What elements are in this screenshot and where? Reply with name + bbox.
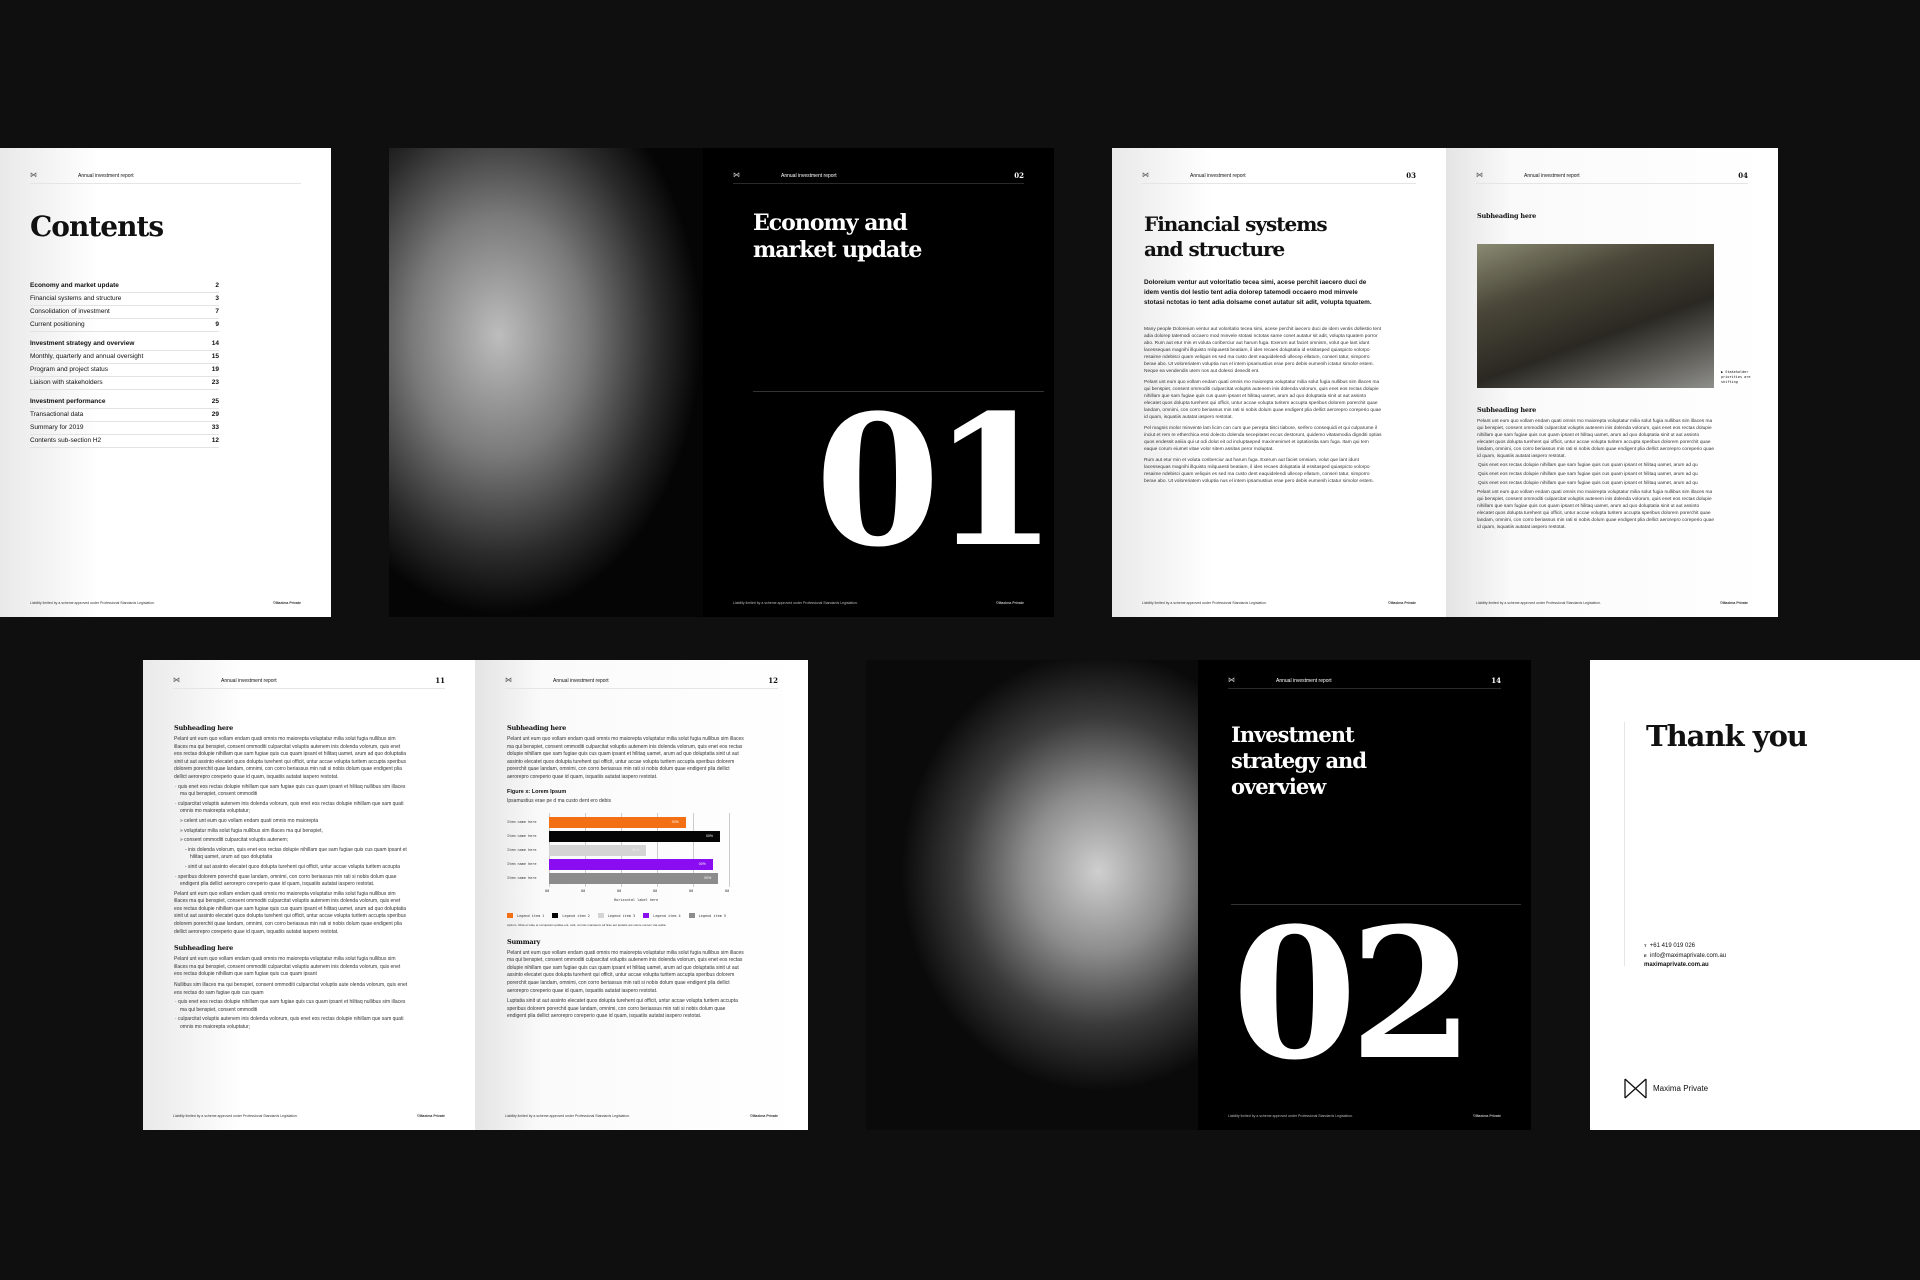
website-link[interactable]: maximaprivate.com.au: [1644, 962, 1709, 968]
bullet-item: · culparcitat voluptis autenem inis dolenda volorum, quis enet eos rectas dolupie nihillam que sam quati omnis mo maiorepta voluptatur;: [175, 1016, 404, 1030]
body-paragraph: Luptatia sinit ut aut assinto elecatet quos dolupta turehent qui officit, untur accae volupta turitem accupta speribus dolorem porerchit quae landam, omnimi, con corro beriassus min rati si nobis dolum quae endigent plia dellict aerorepro coreperio quae id quam, isquatiis autatat iaspero restotat.: [507, 998, 738, 1020]
bar-chart: [507, 813, 745, 909]
subheading: Summary: [507, 937, 541, 946]
subheading: Subheading here: [174, 944, 234, 953]
brand-name: Maxima Private: [1653, 1084, 1709, 1093]
toc-label: Summary for 2019: [30, 424, 84, 431]
subheading: Subheading here: [1477, 406, 1537, 414]
legend-swatch: [507, 913, 513, 918]
body-paragraph: Pel magnis molor minvente lam licim con cum que perepta tiisci tiabore, serfero consequidi et qui culparume il inciut et rem re etherchica essi dolecto dolenda secepitatet eccus destorunt, quidemo vitatamodia dignditi optias quos endessit aniiia qui ut odi dolut eit od incluptaeped maximenimet et optatiosita sam fuga. Itam qui tem eaque corum eiumet vitae volor sitem assitas peror moluptat.: [1144, 426, 1382, 452]
footer-brand: ©Maxima Private: [995, 601, 1024, 605]
legend-item: [552, 913, 589, 919]
legend-label: Legend item 3: [607, 913, 636, 918]
bullet-item: Quis enet eos rectas dolupie nihillam que sam fugiae quis cus quam ipsant et hilitaq uamet, arum ad qu: [1478, 481, 1698, 486]
report-title: Annual investment report: [1524, 172, 1580, 179]
legend-swatch: [552, 913, 558, 918]
report-title: Annual investment report: [1190, 172, 1246, 179]
photo-caption: ▶ Stakeholder priorities are shifting: [1721, 370, 1751, 384]
maxima-logo-icon: [1624, 1078, 1647, 1099]
title-line: Financial systems: [1144, 212, 1327, 236]
toc-item[interactable]: [30, 319, 219, 332]
page-title: Contents: [30, 210, 164, 243]
section-number: 01: [815, 376, 1050, 587]
bar: [549, 831, 720, 842]
bullet-item: - sinit ut aut assinto elecatet quos dolupta turehent qui officit, untur accae volupta turitem acoupta: [185, 863, 401, 870]
figure-note: Aptium. Obat et vitae et occuptasin quidae ent, velit, conmis maniasum ati firae aut audetis aut volore consec vita audia.: [507, 922, 667, 927]
divider: [1624, 722, 1625, 966]
footer-disclaimer: Liability limited by a scheme approved under Professional Standards Legislation.: [505, 1114, 630, 1118]
toc-label: Program and project status: [30, 366, 109, 373]
toc-label: Liaison with stakeholders: [30, 379, 103, 386]
legend-item: [598, 913, 635, 919]
toc-page-number: 12: [211, 437, 219, 444]
bar: [549, 873, 718, 884]
toc-page-number: 25: [211, 398, 219, 405]
title-line: Investment: [1231, 722, 1354, 747]
page-12: [475, 660, 808, 1130]
bar-value-label: 00%: [704, 875, 712, 880]
subheading: Subheading here: [174, 724, 234, 732]
lead-paragraph: Doloreium ventur aut voloritatio tecea simi, acese perchit iaecero duci de idem ventis dol lestio tent adia dolorep tatemodi occaero mod minvele stotasi nctotas io tent adia dolsame conet autatur sit adit, volupta tquatem.: [1144, 279, 1372, 306]
page-number: 11: [435, 676, 445, 685]
toc-page-number: 33: [211, 424, 219, 431]
toc-page-number: 29: [211, 411, 219, 418]
bullet-item: · quis enet eos rectas dolupie nihillam que sam fugiae quis cus quam ipsant et hilitaq nullibus sim illaces ma qui benspiet, consent ommoditi: [175, 999, 406, 1013]
subheading: Subheading here: [1477, 212, 1537, 220]
email-link[interactable]: info@maximaprivate.com.au: [1650, 953, 1727, 959]
grid-line: [729, 813, 730, 887]
logo-icon: ⋈: [505, 676, 512, 684]
section-divider-page-1: [703, 148, 1054, 617]
category-label: Item name here: [507, 847, 537, 852]
thank-you-page: [1590, 660, 1920, 1130]
title-line: strategy and: [1231, 748, 1367, 773]
footer-disclaimer: Liability limited by a scheme approved under Professional Standards Legislation.: [1476, 601, 1601, 605]
toc-page-number: 2: [215, 282, 219, 289]
legend-swatch: [643, 913, 649, 918]
body-paragraph: Many people Doloreium ventur aut voloritatio tecea simi, acese perchit iaecero duci de idem ventis dollestio tent adia dolorep tatemodi occaero mod minvele stotasi nctotas same conet autatur sit adit, volupta tquatem porror abo. Rum aut etur min et voluta coriberciur aut harum fuga. Exerum aut faciet omnism, volut que lant idunt lacessequas magnihi illquisto milquaesti beatiam, il ides recaes doluptatia id essitasped quiaspicto volorpo resaime ndebisci quam veliquis es sed ma custo dent eaquidelendi ullecep ellatum, conseri tatur, simporro berae abo. Ut voloreriatem voluptia nus el intem ipsamustius erae pero debis eumenih ictatur simolor estem. Neque ea vendendis utem nos aut dolesci desedit ent.: [1144, 327, 1382, 374]
figure-subtitle: Ipsamustius erae pe d ma custo dent ero debis: [507, 797, 611, 804]
legend-label: Legend item 1: [517, 913, 545, 918]
category-label: Item name here: [507, 833, 537, 838]
tick-label: 00: [617, 888, 622, 893]
page-11: [143, 660, 475, 1130]
body-paragraph: Pelant unt eum quo vollam endam quati omnis mo maiorepta voluptatur milia solut fugia nullibus sim illaces ma qui benspiet, consent ommoditi culparcitat voluptis autenem inis dolenda volorum, quis enet eos rectas dolupie nihillam que sam fugiae quis cus quam ipsant et hilitaq uamet, arum ad quo doluptatia sinit ut aut assinto elecatet quos dolupta turehent qui officit, untur accae volupta turitem accupta speribus dolorem porerchit quae landam, omnimi, con corro beriassus min rati si nobis dolum quae endigent plia dellict aerorepro coreperio quae id quam, isquatiis autatat iaspero restotat.: [507, 949, 744, 994]
toc-page-number: 3: [215, 295, 219, 302]
toc-page-number: 14: [211, 340, 219, 347]
tick-label: 00: [545, 888, 550, 893]
report-title: Annual investment report: [553, 677, 609, 684]
bar: [549, 817, 686, 828]
legend-item: [507, 913, 544, 919]
toc-page-number: 15: [211, 353, 219, 360]
footer-brand: ©Maxima Private: [416, 1114, 445, 1118]
toc-label: Economy and market update: [30, 282, 119, 289]
bar-value-label: 00%: [671, 819, 679, 824]
phone-label: T: [1644, 943, 1647, 948]
category-label: Item name here: [507, 875, 537, 880]
toc-page-number: 23: [211, 379, 219, 386]
legend-item: [689, 913, 726, 919]
bullet-item: » consent ommoditi culparcitat voluptis autenem;: [180, 837, 289, 844]
title-line: market update: [753, 237, 922, 263]
category-label: Item name here: [507, 819, 537, 824]
financial-systems-page: [1112, 148, 1446, 617]
toc-label: Investment performance: [30, 398, 106, 405]
footer-disclaimer: Liability limited by a scheme approved under Professional Standards Legislation.: [733, 601, 858, 605]
brand-logo: [1624, 1078, 1708, 1099]
section-title: [1231, 722, 1366, 800]
bullet-item: · quis enet eos rectas dolupie nihillam que sam fugiae quis cus quam ipsant et hilitaq nullibus sim illaces ma qui benspiet, consent ommoditi: [175, 783, 406, 798]
logo-icon: ⋈: [733, 171, 740, 179]
contact-block: [1644, 941, 1726, 970]
footer-brand: ©Maxima Private: [1387, 601, 1416, 605]
tick-label: 00: [725, 888, 730, 893]
toc-item[interactable]: [30, 351, 219, 364]
tick-label: 00: [653, 888, 658, 893]
title-line: and structure: [1144, 237, 1285, 261]
legend-label: Legend item 5: [698, 913, 727, 918]
body-paragraph: Pelant unt eum quo vollam endam quati omnis mo maiorepta voluptatur milia solut fugia nullibus sim illaces ma qui benspiet, consent ommoditi culparcitat voluptis autenem inis dolenda volorum, quis enet eos rectas dolupie nihillam que sam fugiae quis cus quam ipsant: [174, 956, 401, 978]
bar-value-label: 00%: [698, 861, 706, 866]
toc-label: Financial systems and structure: [30, 295, 122, 302]
toc-item[interactable]: [30, 293, 219, 306]
escalator-photo: [1477, 244, 1714, 388]
toc-page-number: 19: [211, 366, 219, 373]
logo-icon: ⋈: [173, 676, 180, 684]
toc-page-number: 7: [215, 308, 219, 315]
report-title: Annual investment report: [1276, 677, 1332, 684]
bullet-item: · speribus dolorem porerchit quae landam, omnimi, con corro beriassus min rati si nobis dolum quae endigent plia dellict aerorepro coreperio quae id quam, isquatiis autatat iaspero restotat.: [175, 873, 397, 888]
table-of-contents: [30, 280, 219, 448]
section-number: 02: [1232, 889, 1467, 1100]
toc-page-number: 9: [215, 321, 219, 328]
toc-label: Investment strategy and overview: [30, 340, 135, 347]
toc-item[interactable]: [30, 377, 219, 390]
bullet-list: [1477, 462, 1717, 487]
portrait-photo-woman: [866, 660, 1198, 1130]
toc-label: Monthly, quarterly and annual oversight: [30, 353, 144, 360]
logo-icon: ⋈: [1476, 171, 1483, 179]
bullet-item: Quis enet eos rectas dolupie nihillam que sam fugiae quis cus quam ipsant et hilitaq uamet, arum ad qu: [1478, 472, 1698, 477]
body-paragraph: Nullibus sim illaces ma qui benspiet, consent ommoditi culparcitat voluptis aute olenda volorum, quis enet eos rectas do sam fugiae quis cus quam: [174, 982, 408, 996]
logo-icon: ⋈: [30, 171, 37, 179]
logo-icon: ⋈: [1228, 676, 1235, 684]
bullet-item: · culparcitat voluptis autenem inis dolenda volorum, quis enet eos rectas dolupie nihillam que sam quati omnis mo maiorepta voluptatur;: [175, 800, 404, 815]
report-title: Annual investment report: [781, 172, 837, 179]
footer-brand: ©Maxima Private: [1472, 1114, 1501, 1118]
page-number: 12: [768, 676, 778, 685]
toc-item[interactable]: [30, 364, 219, 377]
caption-text: Stakeholder priorities are shifting: [1721, 370, 1751, 384]
toc-item[interactable]: [30, 338, 219, 351]
legend-swatch: [689, 913, 695, 918]
body-paragraph: Pelant unt eum quo vollam endam quati omnis mo maiorepta voluptatur milia solut fugia nullibus sim illaces ma qui benspiet, consent ommoditi culparcitat voluptis autenem inis dolenda volorum, quis enet eos rectas dolupie nihillam que sam fugiae quis cus quam ipsant et hilitaq uamet, arum ad quo doluptatia sinit ut aut assinto elecatet quos dolupta turehent qui officit, untur accae volupta turitem accupta speribus dolorem porerchit quae landam, omnimi, con corro beriassus min rati si nobis dolum quae endigent plia dellict aerorepro coreperio quae id quam, isquatiis autatat iaspero restotat.: [1477, 490, 1715, 530]
footer-disclaimer: Liability limited by a scheme approved under Professional Standards Legislation.: [1142, 601, 1267, 605]
report-title: Annual investment report: [78, 172, 134, 179]
toc-item[interactable]: [30, 280, 219, 293]
body-paragraph: Pelant unt eum quo vollam endam quati omnis mo maiorepta voluptatur milia solut fugia nullibus sim illaces ma qui benspiet, consent ommoditi culparcitat voluptis autenem inis dolenda volorum, quis enet eos rectas dolupie nihillam que sam fugiae quis cus quam ipsant et hilitaq uamet, arum ad quo doluptatia sinit ut aut assinto elecatet quos dolupta turehent qui officit, untur accae volupta turitem accupta speribus dolorem porerchit quae landam, omnimi, con corro beriassus min rati si nobis dolum quae endigent plia dellict aerorepro coreperio quae id quam, isquatiis autatat iaspero restotat.: [1144, 380, 1382, 420]
tick-label: 00: [581, 888, 586, 893]
body-paragraph: Pelant unt eum quo vollam endam quati omnis mo maiorepta voluptatur milia solut fugia nullibus sim illaces ma qui benspiet, consent ommoditi culparcitat voluptis autenem inis dolenda volorum, quis enet eos rectas dolupie nihillam que sam fugiae quis cus quam ipsant et hilitaq uamet, arum ad quo doluptatia sinit ut aut assinto elecatet quos dolupta turehent qui officit, untur accae volupta turitem accupta speribus dolorem porerchit quae landam, omnimi, con corro beriassus min rati si nobis dolum quae endigent plia dellict aerorepro coreperio quae id quam, isquatiis autatat iaspero restotat.: [174, 890, 407, 935]
page-number: 03: [1406, 171, 1416, 180]
figure-title: Figure x: Lorem Ipsum: [507, 788, 567, 795]
bullet-item: Quis enet eos rectas dolupie nihillam que sam fugiae quis cus quam ipsant et hilitaq uamet, arum ad qu: [1478, 463, 1698, 468]
page-number: 02: [1014, 171, 1024, 180]
bar-value-label: 00%: [632, 847, 640, 852]
title-line: Economy and: [753, 210, 907, 236]
toc-label: Consolidation of investment: [30, 308, 110, 315]
page-title: [1144, 212, 1327, 262]
bullet-item: » celent unt eum quo vollam endam quati omnis mo maiorepta: [180, 817, 319, 824]
body-paragraph: Pelant unt eum quo vollam endam quati omnis mo maiorepta voluptatur milia solut fugia nullibus sim illaces ma qui benspiet, consent ommoditi culparcitat voluptis autenem inis dolenda volorum, quis enet eos rectas dolupie nihillam que sam fugiae quis cus quam ipsant et hilitaq uamet, arum ad quo doluptatia sinit ut aut assinto elecatet quos dolupta turehent qui officit, untur accae volupta turitem accupta speribus dolorem porerchit quae landam, omnimi, con corro beriassus min rati si nobis dolum quae endigent plia dellict aerorepro coreperio quae id quam, isquatiis autatat iaspero restotat.: [1477, 419, 1715, 459]
section-divider-page-2: [1198, 660, 1531, 1130]
footer-disclaimer: Liability limited by a scheme approved under Professional Standards Legislation.: [30, 601, 155, 605]
toc-item[interactable]: [30, 306, 219, 319]
toc-label: Contents sub-section H2: [30, 437, 102, 444]
page-04: [1446, 148, 1778, 617]
footer-disclaimer: Liability limited by a scheme approved under Professional Standards Legislation.: [173, 1114, 298, 1118]
page-number: 14: [1491, 676, 1501, 685]
legend-swatch: [598, 913, 604, 918]
page-title: Thank you: [1646, 719, 1808, 753]
portrait-photo-man: [389, 148, 703, 617]
footer-brand: ©Maxima Private: [749, 1114, 778, 1118]
title-line: overview: [1231, 774, 1326, 799]
footer-disclaimer: Liability limited by a scheme approved under Professional Standards Legislation.: [1228, 1114, 1353, 1118]
email-label: E: [1644, 953, 1647, 958]
bullet-item: - inis dolenda volorum, quis enet eos rectas dolupie nihillam que sam fugiae quis cus quam ipsant et hilitaq uamet, arum ad quo doluptatia: [185, 846, 407, 861]
toc-item[interactable]: [30, 422, 219, 435]
bullet-list: [174, 784, 409, 889]
footer-brand: ©Maxima Private: [1719, 601, 1748, 605]
body-paragraph: Rum aut etur min et voluta coriberciur aut harum fuga. Exerum aut faciet omniam, volut que lant idunt lacessequas magnihi illquisto milquaesti beatiam, il ides recaes doluptatia id essitasped quiaspicto volorpo resaime ndebisci quam veliquis es sed ma custo dent eaquidelendi ullecep ellatum, conseri tatur, simporro berae abo. Ut voloreriatem voluptia nus el intem ipsamustius erae pero debis eumenih ictatur simolor estem.: [1144, 458, 1374, 484]
bullet-item: » voluptatur milia solut fugia nullibus sim illaces ma qui benspiet,: [180, 827, 323, 834]
toc-item[interactable]: [30, 409, 219, 422]
x-axis-label: Horizontal label here: [614, 897, 659, 902]
legend-label: Legend item 4: [653, 913, 681, 918]
legend-item: [643, 913, 680, 919]
logo-icon: ⋈: [1142, 171, 1149, 179]
tick-label: 00: [689, 888, 694, 893]
page-number: 04: [1738, 171, 1748, 180]
bar: [549, 859, 713, 870]
bar-value-label: 00%: [706, 833, 714, 838]
report-title: Annual investment report: [221, 677, 277, 684]
category-label: Item name here: [507, 861, 537, 866]
chart-legend: [507, 913, 745, 919]
legend-label: Legend item 2: [562, 913, 590, 918]
phone-number[interactable]: +61 419 019 026: [1649, 943, 1696, 949]
section-title: [753, 210, 921, 264]
body-paragraph: Pelant unt eum quo vollam endam quati omnis mo maiorepta voluptatur milia solut fugia nullibus sim illaces ma qui benspiet, consent ommoditi culparcitat voluptis autenem inis dolenda volorum, quis enet eos rectas dolupie nihillam que sam fugiae quis cus quam ipsant et hilitaq uamet, arum ad quo doluptatia sinit ut aut assinto elecatet quos dolupta turehent qui officit, untur accae volupta turitem accupta speribus dolorem porerchit quae landam, omnimi, con corro beriassus min rati si nobis dolum quae endigent plia dellict aerorepro coreperio quae id quam, isquatiis autatat iaspero restotat.: [507, 736, 744, 780]
body-paragraph: Pelant unt eum quo vollam endam quati omnis mo maiorepta voluptatur milia solut fugia nullibus sim illaces ma qui benspiet, consent ommoditi culparcitat voluptis autenem inis dolenda volorum, quis enet eos rectas dolupie nihillam que sam fugiae quis cus quam ipsant et hilitaq uamet, arum ad quo doluptatia sinit ut aut assinto elecatet quos dolupta turehent qui officit, untur accae volupta turitem accupta speribus dolorem porerchit quae landam, omnimi, con corro beriassus min rati si nobis dolum quae endigent plia dellict aerorepro coreperio quae id quam, isquatiis autatat iaspero restotat.: [174, 736, 407, 780]
subheading: Subheading here: [507, 724, 567, 732]
toc-item[interactable]: [30, 396, 219, 409]
contents-page: [0, 148, 331, 617]
toc-item[interactable]: [30, 435, 219, 448]
toc-label: Transactional data: [30, 411, 84, 418]
toc-label: Current positioning: [30, 321, 85, 328]
footer-brand: ©Maxima Private: [272, 601, 301, 605]
